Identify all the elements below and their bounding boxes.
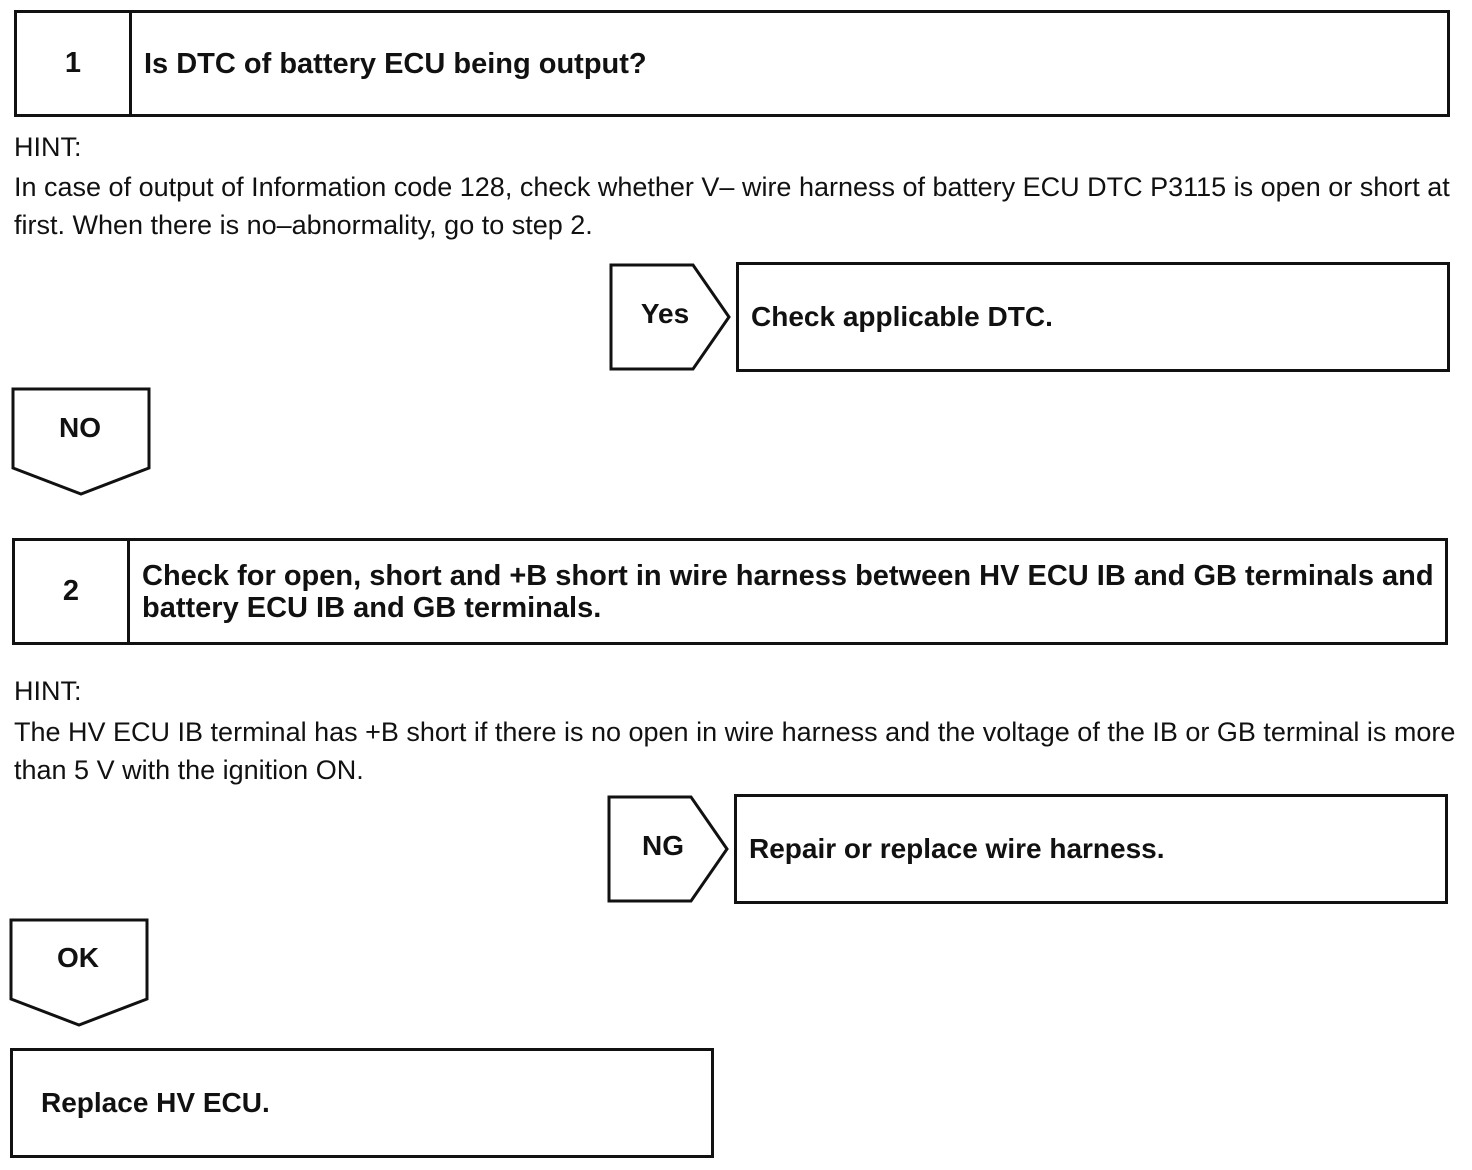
yes-result-text: Check applicable DTC. — [751, 301, 1053, 332]
final-result-text: Replace HV ECU. — [41, 1087, 270, 1118]
yes-result-box — [736, 262, 1450, 372]
step-2-box — [12, 538, 1448, 645]
ng-result-box — [734, 794, 1448, 904]
final-result-box — [10, 1048, 714, 1158]
yes-label: Yes — [640, 298, 690, 329]
step-2-number: 2 — [15, 541, 130, 642]
step-2-hint-label: HINT: — [14, 676, 82, 706]
step-2-hint-text: The HV ECU IB terminal has +B short if there is no open in wire harness and the voltage of the IB or GB terminal is more than 5 V with the ignition ON. — [14, 717, 1456, 785]
step-1-hint-text: In case of output of Information code 128, check whether V– wire harness of battery ECU DTC P3115 is open or short at first. When there is no–abnormality, go to step 2. — [14, 172, 1450, 240]
ok-label: OK — [57, 942, 99, 973]
step-1-number: 1 — [17, 13, 132, 114]
step-1-box — [14, 10, 1450, 117]
step-1-title: Is DTC of battery ECU being output? — [144, 47, 647, 80]
ng-label: NG — [642, 830, 684, 861]
ng-result-text: Repair or replace wire harness. — [749, 833, 1165, 864]
step-2-title: Check for open, short and +B short in wire harness between HV ECU IB and GB terminals and battery ECU IB and GB terminals. — [142, 559, 1434, 624]
step-1-hint-label: HINT: — [14, 132, 82, 162]
no-label: NO — [59, 412, 101, 443]
